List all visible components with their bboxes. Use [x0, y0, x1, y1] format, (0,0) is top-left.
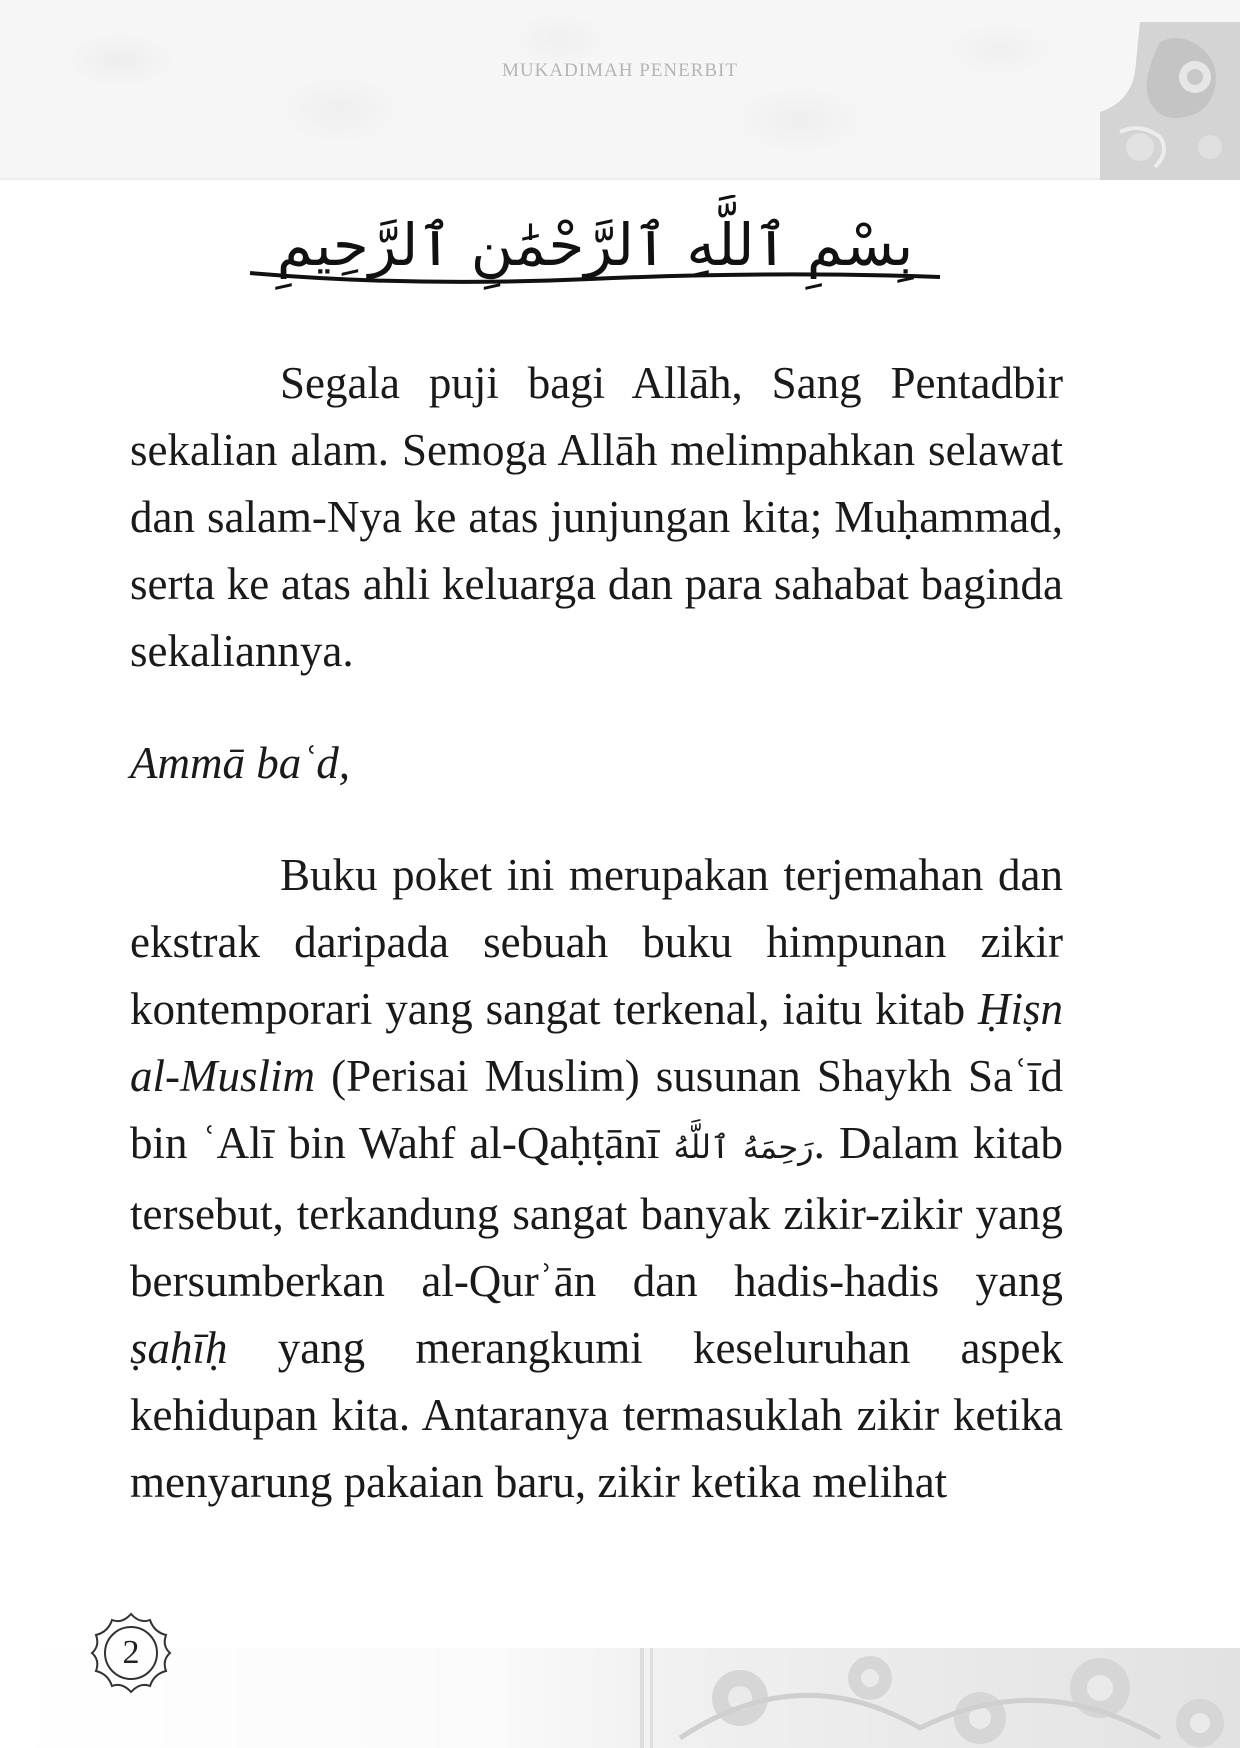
page-number: 2 [122, 1634, 140, 1671]
running-head: MUKADIMAH PENERBIT [502, 60, 738, 81]
basmala-text: بِسْمِ ٱللَّهِ ٱلرَّحْمَٰنِ ٱلرَّحِيمِ [276, 211, 914, 279]
bottom-floral-pattern [640, 1648, 1240, 1748]
top-ornamental-band [0, 0, 1240, 180]
corner-floral-ornament [1100, 22, 1240, 180]
text-run: Buku poket ini merupakan terjemahan dan ekstrak daripada sebuah buku himpunan zikir kontemporari yang sangat terkenal, iaitu kitab [130, 850, 1063, 1034]
hadith-term: ṣaḥīḥ [130, 1323, 228, 1373]
salutation: Ammā baʿd, [130, 738, 350, 788]
opening-paragraph: Segala puji bagi Allāh, Sang Pentadbir sekalian alam. Semoga Allāh melimpahkan selawat dan salam-Nya ke atas junjungan kita; Muḥammad, serta ke atas ahli keluarga dan para sahabat baginda sekaliannya. [130, 358, 1063, 676]
text-run: (Perisai Muslim) susunan Shaykh Saʿīd bin ʿAlī bin Wahf al-Qaḥṭānī [130, 1051, 1063, 1168]
text-run: yang merangkumi keseluruhan aspek kehidupan kita. Antaranya termasuklah zikir ketika menyarung pakaian baru, zikir ketika melihat [130, 1323, 1063, 1507]
text-run: . Dalam kitab tersebut, terkandung sangat banyak zikir-zikir yang bersumberkan al-Qurʾān dan hadis-hadis yang [130, 1118, 1063, 1306]
body-paragraph [130, 842, 1063, 1516]
basmala-calligraphy [230, 195, 960, 295]
honorific-arabic: رَحِمَهُ ٱللَّهُ [673, 1128, 814, 1166]
main-text-block [130, 350, 1063, 1516]
book-title: Ḥiṣn al-Muslim [130, 984, 1063, 1101]
